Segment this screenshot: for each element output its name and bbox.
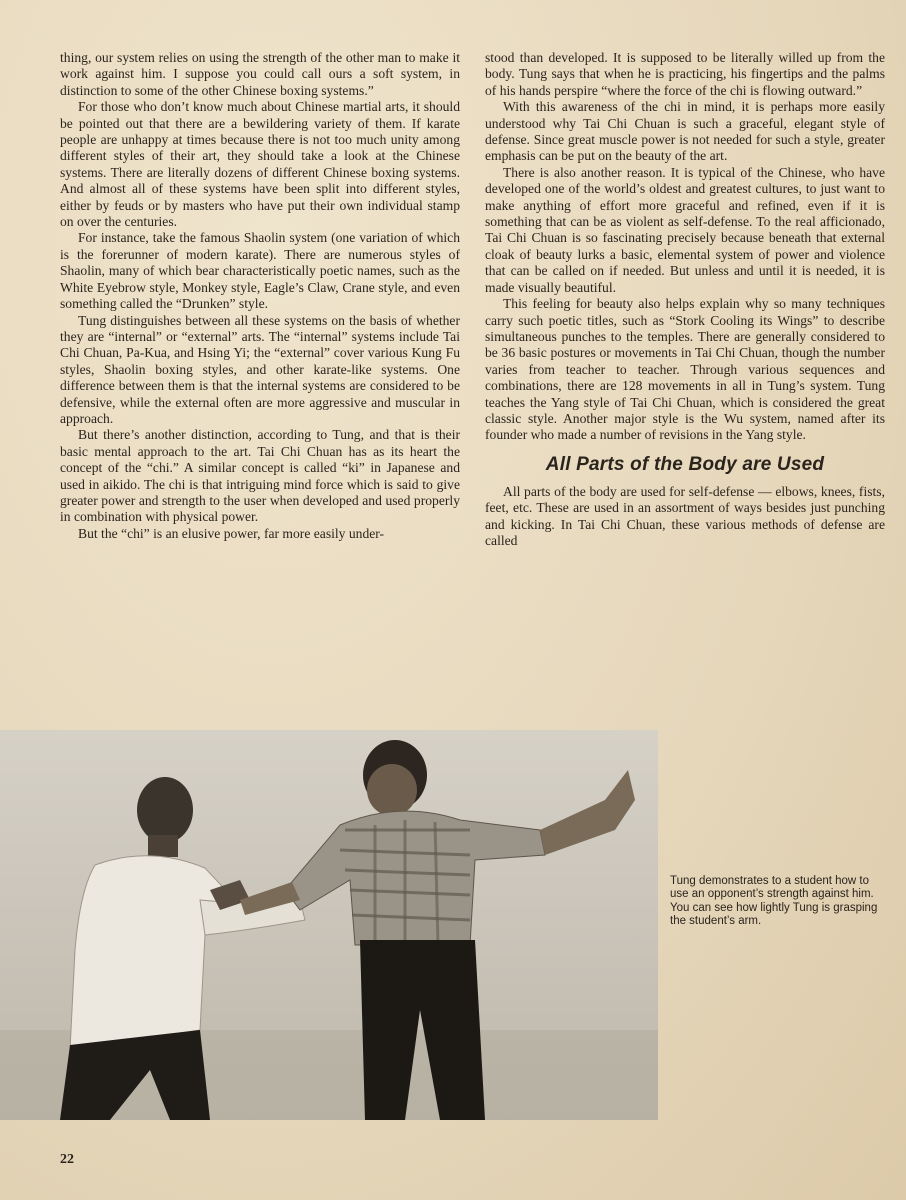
paragraph: With this awareness of the chi in mind, it is perhaps more easily understood why Tai Chi Chuan is such a graceful, elegant style of defense. Since great muscle power is not needed for such a style, greater emphasis can be put on the beauty of the art. <box>485 99 885 164</box>
paragraph: But the “chi” is an elusive power, far more easily under- <box>78 525 385 541</box>
paragraph: stood than developed. It is supposed to be literally willed up from the body. Tung says that when he is practicing, his fingertips and the palms of his hands perspire “where the force of the chi is flowing outward.” <box>485 50 885 98</box>
paragraph: This feeling for beauty also helps explain why so many techniques carry such poetic titles, such as “Stork Cooling its Wings” to describe simultaneous punches to the temples. There are generally considered to be 36 basic postures or movements in Tai Chi Chuan, though the number varies from teacher to teacher. Through various sequences and combinations, there are 128 movements in all in Tung’s system. Tung teaches the Yang style of Tai Chi Chuan, which is considered the great classic style. Another major style is the Wu system, named after its founder who made a number of revisions in the Yang style. <box>485 296 885 443</box>
paragraph: thing, our system relies on using the strength of the other man to make it work against him. I suppose you could call ours a soft system, in distinction to some of the other Chinese boxing systems.” <box>60 50 460 98</box>
paragraph: For those who don’t know much about Chinese martial arts, it should be pointed out that there are a bewildering variety of them. If karate people are unhappy at times because there is not too much unity among different styles of their art, they should take a look at the Chinese systems. There are literally dozens of different Chinese boxing systems. And almost all of these systems have been split into different styles, either by feuds or by masters who have put their own individual stamp on over the centuries. <box>60 99 460 230</box>
paragraph: But there’s another distinction, according to Tung, and that is their basic mental approach to the art. Tai Chi Chuan has as its heart the concept of the “chi.” A similar concept is called “ki” in Japanese and used in aikido. The chi is that intriguing mind force which is said to give greater power and strength to the user when developed and used properly in combination with physical power. <box>60 427 460 525</box>
photo-caption: Tung demonstrates to a student how to use an opponent’s strength against him. You can see how lightly Tung is grasping the student’s arm. <box>670 875 878 928</box>
paragraph: Tung distinguishes between all these systems on the basis of whether they are “internal” or “external” arts. The “internal” systems include Tai Chi Chuan, Pa-Kua, and Hsing Yi; the “external” cover various Kung Fu styles, Shaolin boxing styles, and other karate-like systems. One difference between them is that the internal systems are considered to be defensive, while the external often are more aggressive and muscular in approach. <box>60 312 460 426</box>
left-text-column <box>60 50 460 542</box>
paragraph: All parts of the body are used for self-defense — elbows, knees, fists, feet, etc. These are used in an assortment of ways besides just punching and kicking. In Tai Chi Chuan, these various methods of defense are called <box>485 483 885 548</box>
photo-illustration <box>0 730 658 1120</box>
page-number: 22 <box>60 1152 74 1167</box>
right-text-column <box>485 50 885 549</box>
paragraph: There is also another reason. It is typical of the Chinese, who have developed one of the world’s oldest and greatest cultures, to just want to make anything of effort more graceful and refined, even if it is something that can be as violent as self-defense. To the real afficionado, Tai Chi Chuan is so fascinating precisely because beneath that external cloak of beauty lurks a basic, elemental system of power and violence that can be called on if needed. But unless and until it is needed, it is made visually beautiful. <box>485 164 885 295</box>
martial-arts-photo <box>0 730 658 1120</box>
paragraph: For instance, take the famous Shaolin system (one variation of which is the forerunner of modern karate). There are numerous styles of Shaolin, many of which bear characteristically poetic names, such as the White Eyebrow style, Monkey style, Eagle’s Claw, Crane style, and even something called the “Drunken” style. <box>60 230 460 312</box>
section-subheading: All Parts of the Body are Used <box>545 453 825 475</box>
